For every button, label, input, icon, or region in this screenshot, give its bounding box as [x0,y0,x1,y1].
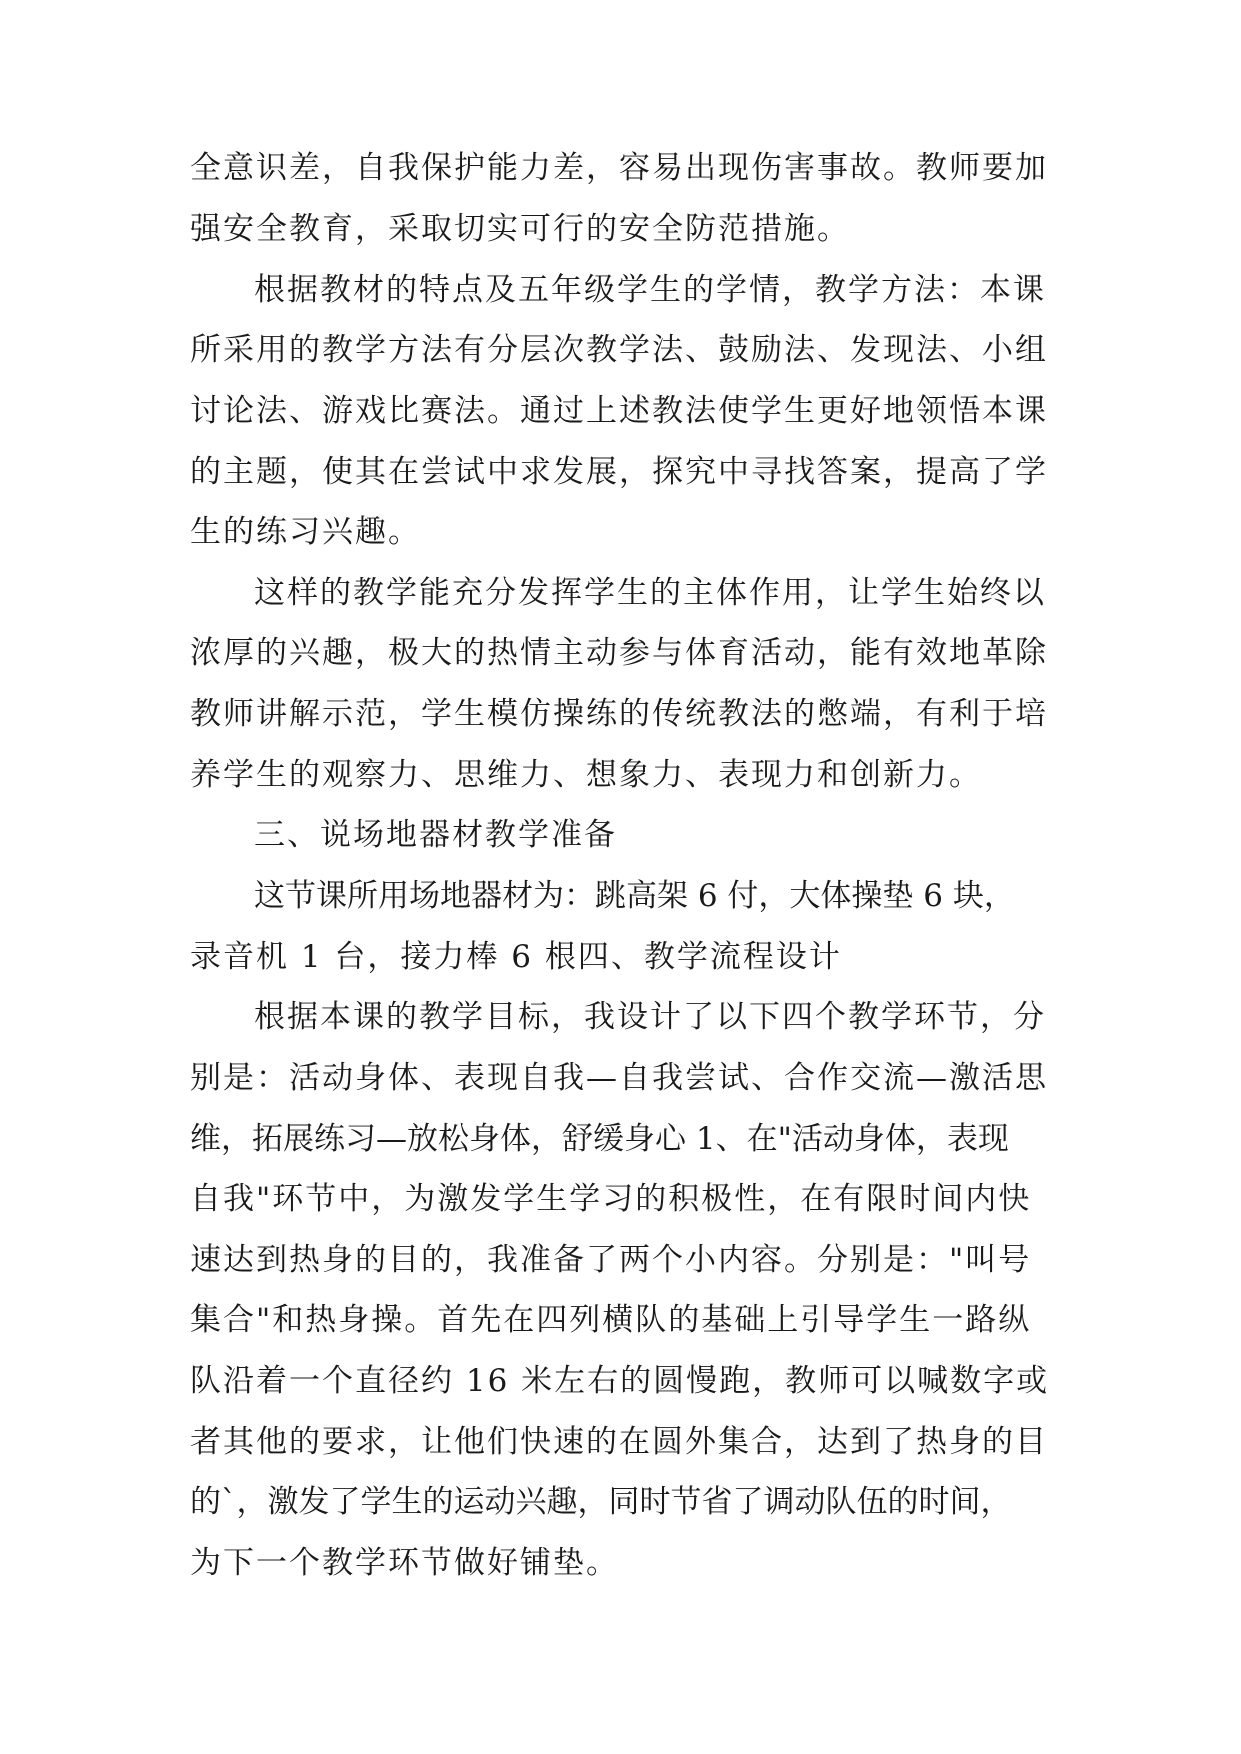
text-line: 队沿着一个直径约 16 米左右的圆慢跑，教师可以喊数字或 [190,1363,1050,1399]
text-line: 自我"环节中，为激发学生学习的积极性，在有限时间内快 [190,1181,1032,1217]
text-line: 别是：活动身体、表现自我—自我尝试、合作交流—激活思 [190,1060,1048,1096]
text-line: 强安全教育，采取切实可行的安全防范措施。 [190,211,850,247]
text-line: 维，拓展练习—放松身体，舒缓身心 1、在"活动身体，表现 [190,1121,1009,1157]
text-line: 全意识差，自我保护能力差，容易出现伤害事故。教师要加 [190,150,1048,186]
text-line: 者其他的要求，让他们快速的在圆外集合，达到了热身的目 [190,1424,1048,1460]
text-line: 集合"和热身操。首先在四列横队的基础上引导学生一路纵 [190,1302,1032,1338]
text-line: 所采用的教学方法有分层次教学法、鼓励法、发现法、小组 [190,332,1048,368]
paragraph-first-line: 根据本课的教学目标，我设计了以下四个教学环节，分 [254,999,1046,1035]
text-line: 速达到热身的目的，我准备了两个小内容。分别是："叫号 [190,1242,1032,1278]
text-line: 讨论法、游戏比赛法。通过上述教法使学生更好地领悟本课 [190,393,1048,429]
text-line: 生的练习兴趣。 [190,514,421,550]
text-line: 的主题，使其在尝试中求发展，探究中寻找答案，提高了学 [190,454,1048,490]
text-line: 为下一个教学环节做好铺垫。 [190,1545,619,1581]
text-line: 养学生的观察力、思维力、想象力、表现力和创新力。 [190,757,982,793]
paragraph-first-line: 这节课所用场地器材为：跳高架 6 付，大体操垫 6 块， [254,878,1015,914]
text-line: 录音机 1 台，接力棒 6 根四、教学流程设计 [190,939,842,975]
text-line: 教师讲解示范，学生模仿操练的传统教法的憋端，有利于培 [190,696,1048,732]
section-heading: 三、说场地器材教学准备 [254,817,617,853]
paragraph-first-line: 根据教材的特点及五年级学生的学情，教学方法：本课 [254,272,1046,308]
paragraph-first-line: 这样的教学能充分发挥学生的主体作用，让学生始终以 [254,575,1046,611]
text-line: 浓厚的兴趣，极大的热情主动参与体育活动，能有效地革除 [190,635,1048,671]
text-line: 的`，激发了学生的运动兴趣，同时节省了调动队伍的时间， [190,1484,1012,1520]
